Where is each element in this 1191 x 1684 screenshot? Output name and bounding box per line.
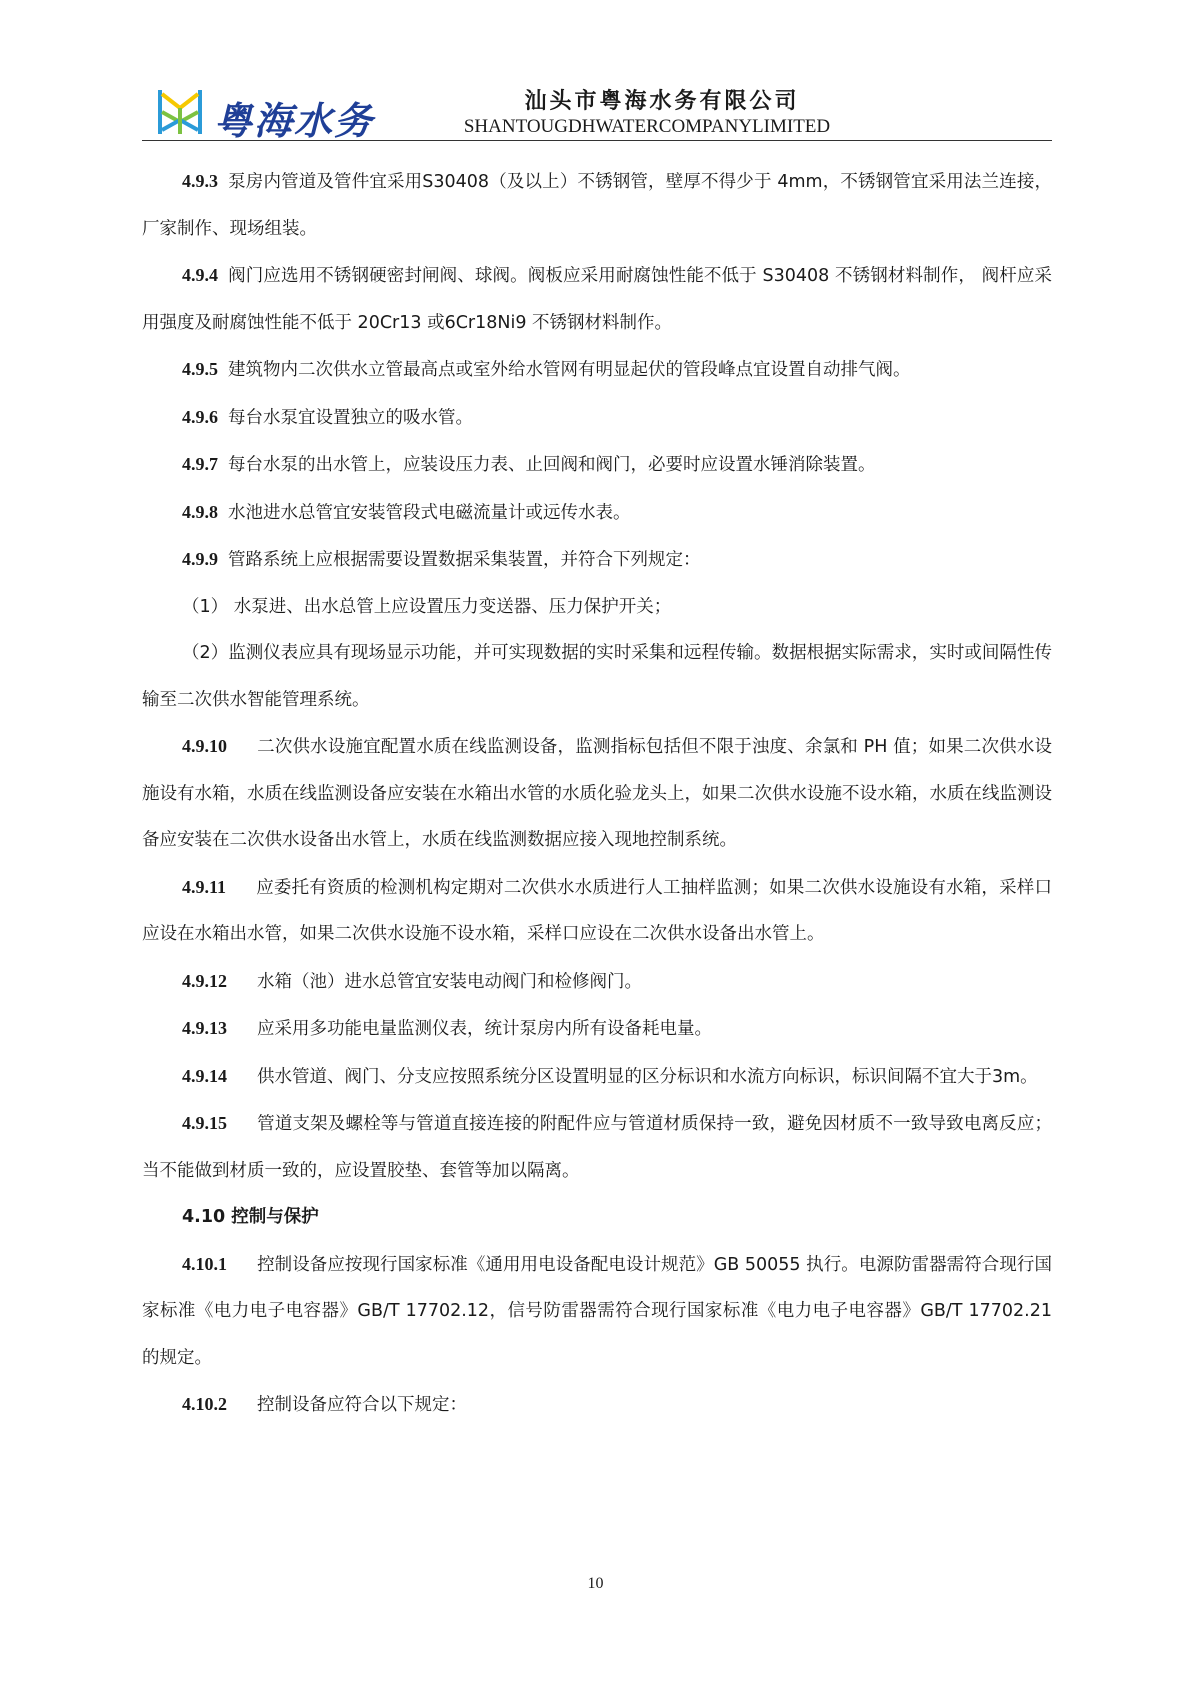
clause-4-9-11: [142, 864, 1052, 958]
clause-number: 4.10.2: [182, 1394, 227, 1414]
clause-text: 管路系统上应根据需要设置数据采集装置，并符合下列规定：: [228, 550, 701, 570]
company-name-cn: 汕头市粤海水务有限公司: [524, 89, 800, 114]
clause-number: 4.10.1: [182, 1253, 227, 1274]
clause-number: 4.9.10: [182, 736, 227, 756]
clause-text: 建筑物内二次供水立管最高点或室外给水管网有明显起伏的管段峰点宜设置自动排气阀。: [228, 360, 911, 380]
clause-number: 4.9.12: [182, 970, 227, 991]
clause-text: 阀门应选用不锈钢硬密封闸阀、球阀。阀板应采用耐腐蚀性能不低于 S30408 不锈钢材料制作， 阀杆应采用强度及耐腐蚀性能不低于 20Cr13 或6Cr18Ni9 不锈钢材料制作。: [142, 266, 1052, 333]
clause-4-9-6: [142, 394, 1052, 442]
clause-text: 供水管道、阀门、分支应按照系统分区设置明显的区分标识和水流方向标识，标识间隔不宜大于3m。: [257, 1066, 1038, 1087]
clause-4-9-10: [142, 723, 1052, 864]
clause-number: 4.9.8: [182, 501, 218, 522]
section-title: 4.10 控制与保护: [182, 1207, 319, 1227]
header-divider: [142, 140, 1052, 141]
clause-number: 4.9.3: [182, 171, 218, 191]
subclause-2: （2）监测仪表应具有现场显示功能，并可实现数据的实时采集和远程传输。数据根据实际需求，实时或间隔性传输至二次供水智能管理系统。: [142, 643, 1052, 710]
page-header: [142, 80, 1052, 142]
clause-text: 二次供水设施宜配置水质在线监测设备，监测指标包括但不限于浊度、余氯和 PH 值；如果二次供水设施设有水箱，水质在线监测设备应安装在水箱出水管的水质化验龙头上，如果二次供水设施不设水箱，水质在线监测设备应安装在二次供水设备出水管上，水质在线监测数据应接入现地控制系统。: [142, 737, 1052, 850]
clause-4-9-7: [142, 441, 1052, 489]
clause-4-9-5: [142, 346, 1052, 394]
clause-text: 水池进水总管宜安装管段式电磁流量计或远传水表。: [228, 502, 631, 523]
clause-4-9-14: [142, 1053, 1052, 1101]
clause-4-9-12: [142, 958, 1052, 1006]
clause-4-9-3: [142, 158, 1052, 252]
clause-text: 管道支架及螺栓等与管道直接连接的附配件应与管道材质保持一致，避免因材质不一致导致电离反应；当不能做到材质一致的，应设置胶垫、套管等加以隔离。: [142, 1114, 1052, 1181]
clause-text: 水箱（池）进水总管宜安装电动阀门和检修阀门。: [257, 971, 642, 992]
clause-text: 应委托有资质的检测机构定期对二次供水水质进行人工抽样监测；如果二次供水设施设有水箱，采样口应设在水箱出水管，如果二次供水设施不设水箱，采样口应设在二次供水设备出水管上。: [142, 877, 1052, 944]
clause-text: 每台水泵的出水管上，应装设压力表、止回阀和阀门，必要时应设置水锤消除装置。: [228, 455, 876, 475]
page-number: 10: [587, 1575, 604, 1592]
company-logo-icon: [156, 86, 204, 138]
clause-4-9-8: [142, 489, 1052, 537]
clause-4-9-15: [142, 1100, 1052, 1194]
clause-text: 控制设备应符合以下规定：: [257, 1395, 467, 1415]
clause-text: 泵房内管道及管件宜采用S30408（及以上）不锈钢管，壁厚不得少于 4mm，不锈钢管宜采用法兰连接，厂家制作、现场组装。: [142, 172, 1052, 239]
clause-number: 4.9.5: [182, 359, 218, 379]
company-name-en: SHANTOUGDHWATERCOMPANYLIMITED: [463, 116, 831, 137]
clause-4-9-13: [142, 1005, 1052, 1053]
clause-number: 4.9.4: [182, 265, 218, 285]
clause-number: 4.9.7: [182, 454, 218, 474]
clause-4-10-1: [142, 1241, 1052, 1382]
clause-number: 4.9.9: [182, 549, 218, 569]
clause-number: 4.9.6: [182, 406, 218, 427]
clause-4-10-2: [142, 1381, 1052, 1429]
clause-text: 每台水泵宜设置独立的吸水管。: [228, 407, 473, 428]
document-body: [142, 158, 1052, 1429]
clause-number: 4.9.15: [182, 1113, 227, 1133]
clause-4-9-9: [142, 536, 1052, 584]
clause-number: 4.9.11: [182, 876, 227, 897]
clause-text: 应采用多功能电量监测仪表，统计泵房内所有设备耗电量。: [257, 1019, 712, 1039]
clause-number: 4.9.13: [182, 1018, 227, 1038]
clause-text: 控制设备应按现行国家标准《通用用电设备配电设计规范》GB 50055 执行。电源防雷器需符合现行国家标准《电力电子电容器》GB/T 17702.12，信号防雷器需符合现行国家标准《电力电子电容器》GB/T 17702.21 的规定。: [142, 1254, 1052, 1368]
clause-4-9-4: [142, 252, 1052, 346]
clause-number: 4.9.14: [182, 1065, 227, 1086]
logo-text: 粤海水务: [214, 98, 375, 143]
subclause-1: （1） 水泵进、出水总管上应设置压力变送器、压力保护开关；: [182, 596, 672, 617]
